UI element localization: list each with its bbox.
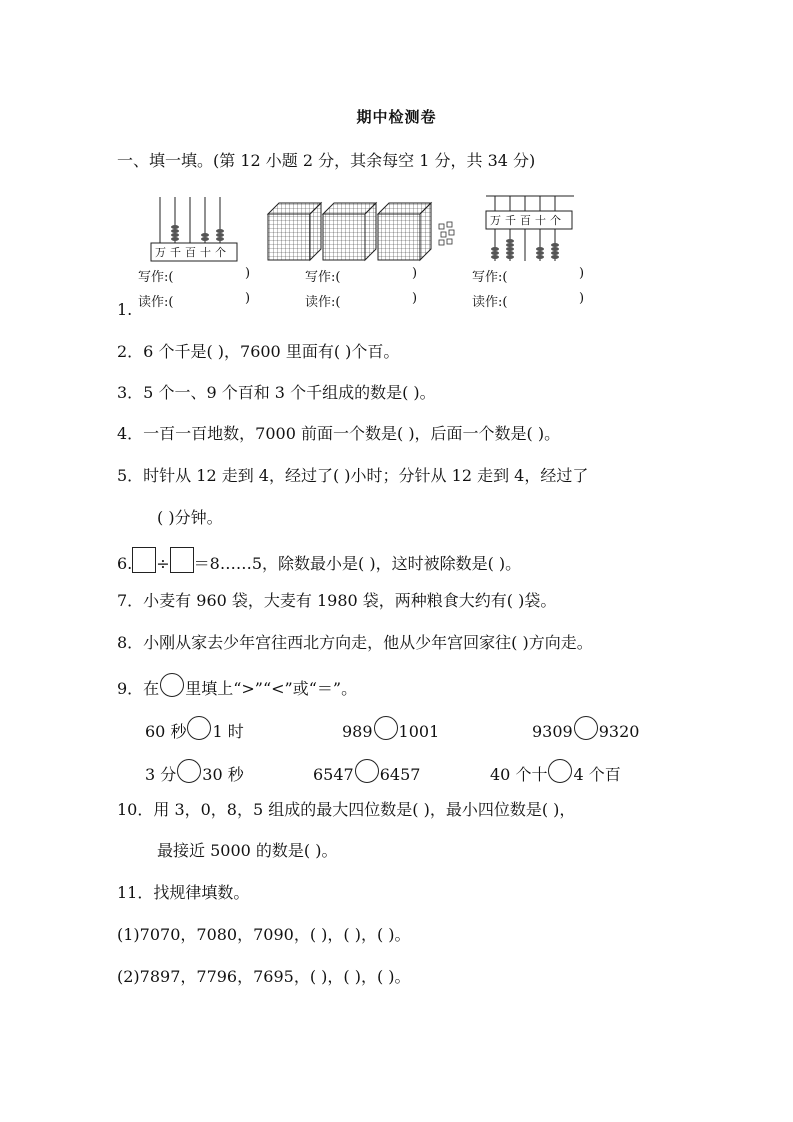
q6-divide-sign: ÷ [156,554,170,573]
q6-number: 6. [117,554,133,573]
abacus2-label-wan: 万 [490,214,501,227]
question-9 [117,673,357,699]
abacus1-label-bai: 百 [185,246,196,259]
question-11-part2: (2)7897，7796，7695，( )，( )，( )。 [117,967,411,986]
write-close-3: ) [579,266,585,281]
compare-circle [574,716,598,740]
abacus-figure-1 [150,195,240,265]
compare-item-1: 60 秒 1 时 [145,716,244,742]
question-2: 2．6 个千是( )，7600 里面有( )个百。 [117,342,400,361]
page-title: 期中检测卷 [356,108,437,126]
abacus2-label-qian: 千 [505,214,516,227]
compare-circle [548,759,572,783]
dividend-box [132,547,156,573]
question-4: 4．一百一百地数，7000 前面一个数是( )，后面一个数是( )。 [117,424,561,443]
read-label-1: 读作:( [138,295,174,310]
question-8: 8．小刚从家去少年宫往西北方向走，他从少年宫回家往( )方向走。 [117,633,593,652]
abacus2-label-bai: 百 [520,214,531,227]
question-7: 7．小麦有 960 袋，大麦有 1980 袋，两种粮食大约有( )袋。 [117,591,557,610]
write-label-2: 写作:( [305,270,341,285]
cubes-figure [265,200,465,265]
compare-item-5: 6547 6457 [313,759,420,784]
write-close-2: ) [412,266,418,281]
question-11-part1: (1)7070，7080，7090，( )，( )，( )。 [117,925,411,944]
read-label-3: 读作:( [472,295,508,310]
question-10-line1: 10．用 3，0，8，5 组成的最大四位数是( )，最小四位数是( )， [117,800,576,819]
section-heading: 一、填一填。(第 12 小题 2 分，其余每空 1 分，共 34 分) [117,151,536,170]
read-label-2: 读作:( [305,295,341,310]
abacus2-label-shi: 十 [535,214,546,227]
abacus1-label-wan: 万 [155,246,166,259]
q9-instruction: 里填上“>”“<”或“＝”。 [185,679,358,698]
question-11: 11．找规律填数。 [117,883,250,902]
compare-item-2: 989 1001 [342,716,439,741]
abacus1-label-ge: 个 [215,246,226,259]
read-close-1: ) [245,291,251,306]
abacus1-label-shi: 十 [200,246,211,259]
read-close-3: ) [579,291,585,306]
compare-circle [374,716,398,740]
question-1-number: 1. [117,300,133,319]
compare-circle [187,716,211,740]
q9-prefix: 9．在 [117,679,160,698]
abacus2-label-ge: 个 [550,214,561,227]
abacus-figure-2 [485,193,575,265]
compare-circle [177,759,201,783]
question-3: 3．5 个一、9 个百和 3 个千组成的数是( )。 [117,383,436,402]
compare-item-4: 3 分 30 秒 [145,759,244,785]
compare-circle [355,759,379,783]
read-close-2: ) [412,291,418,306]
write-label-1: 写作:( [138,270,174,285]
question-5-line1: 5．时针从 12 走到 4，经过了( )小时；分针从 12 走到 4，经过了 [117,466,589,485]
question-5-line2: ( )分钟。 [157,508,223,527]
question-10-line2: 最接近 5000 的数是( )。 [157,841,338,860]
divisor-box [170,547,194,573]
q6-rest: ＝8……5，除数最小是( )，这时被除数是( )。 [193,554,522,573]
compare-circle-icon [160,673,184,697]
compare-item-6: 40 个十 4 个百 [490,759,621,785]
compare-item-3: 9309 9320 [532,716,639,741]
write-label-3: 写作:( [472,270,508,285]
abacus1-label-qian: 千 [170,246,181,259]
write-close-1: ) [245,266,251,281]
question-6 [117,547,521,574]
